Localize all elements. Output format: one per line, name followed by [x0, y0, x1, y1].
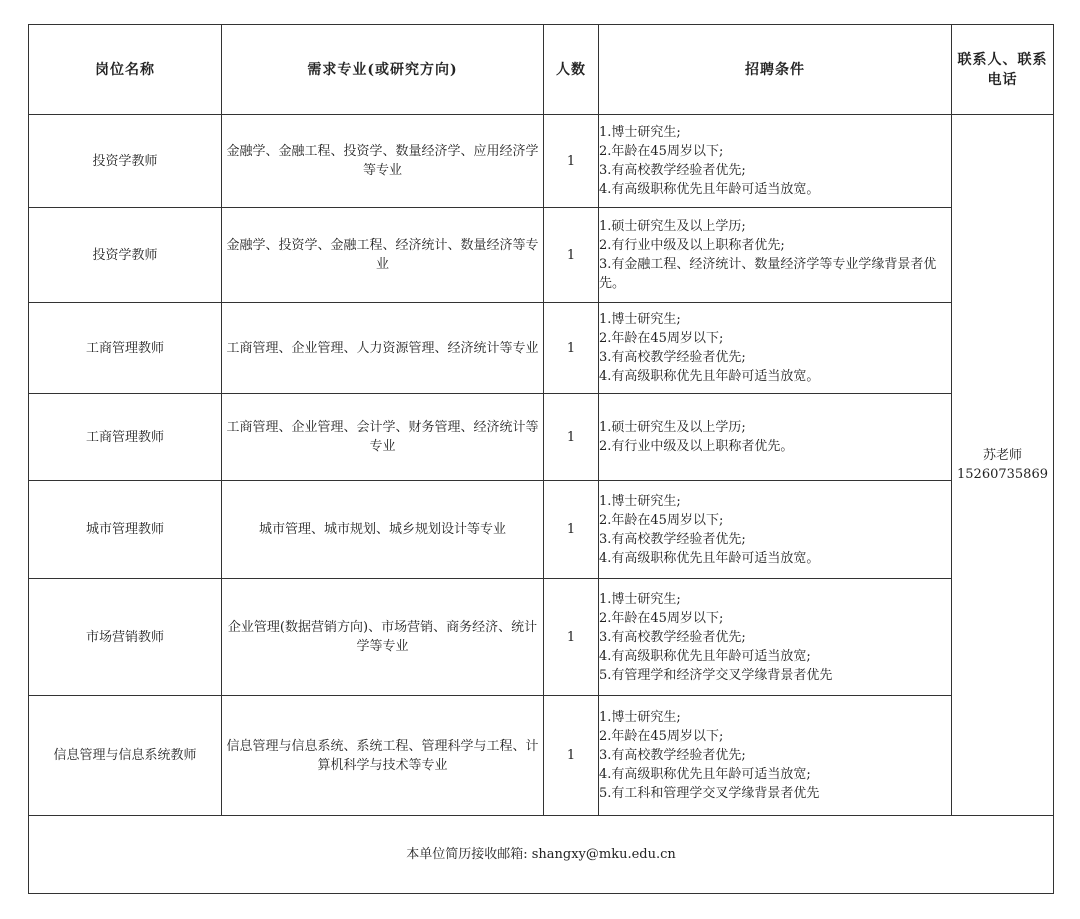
condition-line: 1.硕士研究生及以上学历;: [599, 420, 746, 435]
table-row: [29, 208, 1054, 303]
count-cell: 1: [544, 208, 599, 303]
condition-line: 2.年龄在45周岁以下;: [599, 512, 724, 528]
position-cell: 信息管理与信息系统教师: [29, 696, 222, 816]
footer-row: [29, 816, 1054, 894]
condition-line: 4.有高级职称优先且年龄可适当放宽。: [599, 369, 820, 384]
position-cell: 投资学教师: [29, 115, 222, 208]
condition-line: 2.有行业中级及以上职称者优先。: [599, 439, 794, 454]
condition-line: 3.有高校教学经验者优先;: [599, 350, 746, 365]
major-cell: 金融学、投资学、金融工程、经济统计、数量经济等专业: [222, 208, 544, 303]
header-position: 岗位名称: [29, 25, 222, 115]
resume-email-note: 本单位简历接收邮箱: shangxy@mku.edu.cn: [29, 816, 1054, 894]
count-cell: 1: [544, 481, 599, 579]
count-cell: 1: [544, 696, 599, 816]
header-conditions: 招聘条件: [599, 25, 952, 115]
conditions-cell: [599, 115, 952, 208]
conditions-cell: [599, 696, 952, 816]
position-cell: 城市管理教师: [29, 481, 222, 579]
conditions-cell: [599, 394, 952, 481]
major-cell: 工商管理、企业管理、会计学、财务管理、经济统计等专业: [222, 394, 544, 481]
header-major: 需求专业(或研究方向): [222, 25, 544, 115]
major-cell: 金融学、金融工程、投资学、数量经济学、应用经济学等专业: [222, 115, 544, 208]
table-row: [29, 115, 1054, 208]
table-row: [29, 394, 1054, 481]
recruitment-table: [28, 24, 1054, 894]
table-row: [29, 481, 1054, 579]
count-cell: 1: [544, 579, 599, 696]
condition-line: 3.有金融工程、经济统计、数量经济学等专业学缘背景者优先。: [599, 257, 937, 291]
conditions-cell: [599, 208, 952, 303]
header-contact: 联系人、联系电话: [952, 25, 1054, 115]
contact-phone: 15260735869: [957, 467, 1048, 482]
position-cell: 工商管理教师: [29, 303, 222, 394]
position-cell: 投资学教师: [29, 208, 222, 303]
condition-line: 4.有高级职称优先且年龄可适当放宽;: [599, 648, 811, 664]
condition-line: 2.年龄在45周岁以下;: [599, 610, 724, 626]
condition-line: 1.硕士研究生及以上学历;: [599, 219, 746, 234]
count-cell: 1: [544, 303, 599, 394]
position-cell: 市场营销教师: [29, 579, 222, 696]
condition-line: 2.年龄在45周岁以下;: [599, 729, 724, 744]
major-cell: 信息管理与信息系统、系统工程、管理科学与工程、计算机科学与技术等专业: [222, 696, 544, 816]
table-row: [29, 303, 1054, 394]
condition-line: 1.博士研究生;: [599, 493, 681, 509]
table-header-row: [29, 25, 1054, 115]
condition-line: 5.有工科和管理学交叉学缘背景者优先: [599, 786, 820, 801]
header-count: 人数: [544, 25, 599, 115]
position-cell: 工商管理教师: [29, 394, 222, 481]
condition-line: 5.有管理学和经济学交叉学缘背景者优先: [599, 667, 833, 683]
count-cell: 1: [544, 115, 599, 208]
major-cell: 城市管理、城市规划、城乡规划设计等专业: [222, 481, 544, 579]
major-cell: 企业管理(数据营销方向)、市场营销、商务经济、统计学等专业: [222, 579, 544, 696]
condition-line: 4.有高级职称优先且年龄可适当放宽。: [599, 550, 820, 566]
condition-line: 4.有高级职称优先且年龄可适当放宽。: [599, 182, 820, 197]
table-row: [29, 696, 1054, 816]
conditions-cell: [599, 303, 952, 394]
table-row: [29, 579, 1054, 696]
contact-name: 苏老师: [982, 448, 1022, 463]
conditions-cell: [599, 481, 952, 579]
condition-line: 2.有行业中级及以上职称者优先;: [599, 238, 785, 253]
condition-line: 3.有高校教学经验者优先;: [599, 629, 746, 645]
condition-line: 3.有高校教学经验者优先;: [599, 748, 746, 763]
condition-line: 4.有高级职称优先且年龄可适当放宽;: [599, 767, 811, 782]
condition-line: 3.有高校教学经验者优先;: [599, 163, 746, 178]
condition-line: 3.有高校教学经验者优先;: [599, 531, 746, 547]
condition-line: 1.博士研究生;: [599, 591, 681, 607]
conditions-cell: [599, 579, 952, 696]
condition-line: 1.博士研究生;: [599, 125, 681, 140]
condition-line: 1.博士研究生;: [599, 312, 681, 327]
condition-line: 2.年龄在45周岁以下;: [599, 144, 724, 159]
count-cell: 1: [544, 394, 599, 481]
contact-cell: [952, 115, 1054, 816]
major-cell: 工商管理、企业管理、人力资源管理、经济统计等专业: [222, 303, 544, 394]
condition-line: 1.博士研究生;: [599, 710, 681, 725]
condition-line: 2.年龄在45周岁以下;: [599, 331, 724, 346]
